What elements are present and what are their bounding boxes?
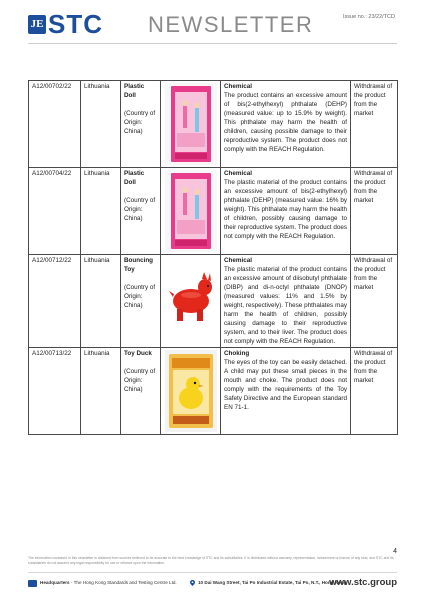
risk-type: Chemical <box>224 170 252 177</box>
reference-number: A12/00702/22 <box>32 83 72 90</box>
notifying-country: Lithuania <box>84 257 110 264</box>
product-name: Plastic Doll <box>124 83 145 99</box>
product-origin: (Country of Origin: China) <box>124 110 156 135</box>
product-origin: (Country of Origin: China) <box>124 368 156 393</box>
newsletter-title: NEWSLETTER <box>148 12 314 37</box>
page-header <box>0 0 425 50</box>
risk-description: The eyes of the toy can be easily detached. A child may put these small pieces in the mouth and choke. The product does not comply with the requirements of the Toy Safety Directive and the European standard EN 71-1. <box>224 359 347 411</box>
doll-box-image <box>165 83 217 165</box>
product-origin: (Country of Origin: China) <box>124 284 156 309</box>
product-name: Bouncing Toy <box>124 257 154 273</box>
risk-type: Chemical <box>224 83 252 90</box>
notifying-country: Lithuania <box>84 350 110 357</box>
product-cell <box>121 348 161 435</box>
table-row <box>29 348 398 435</box>
recall-table <box>28 80 398 435</box>
logo-glyph: JE <box>30 18 44 30</box>
reference-cell <box>29 168 81 255</box>
headquarters-address: 10 Dai Wang Street, Tai Po Industrial Estate, Tai Po, N.T., Hong Kong <box>198 580 347 585</box>
product-cell <box>121 168 161 255</box>
bouncing-horse-image <box>165 257 217 339</box>
product-name: Toy Duck <box>124 350 152 357</box>
measure-cell <box>351 168 398 255</box>
headquarters-line <box>40 580 177 585</box>
product-origin: (Country of Origin: China) <box>124 197 156 222</box>
hq-label: Headquarters <box>40 580 70 585</box>
risk-type: Choking <box>224 350 250 357</box>
reference-number: A12/00713/22 <box>32 350 72 357</box>
image-cell <box>161 81 221 168</box>
measure-cell <box>351 348 398 435</box>
footer-divider <box>28 572 397 573</box>
measure-cell <box>351 255 398 348</box>
description-cell <box>221 255 351 348</box>
reference-cell <box>29 81 81 168</box>
country-cell <box>81 255 121 348</box>
country-cell <box>81 168 121 255</box>
product-name: Plastic Doll <box>124 170 145 186</box>
issue-number: Issue no.: 23/22/TCD <box>343 14 395 20</box>
measures-taken: Withdrawal of the product from the market <box>354 170 393 204</box>
stc-mini-logo-icon <box>28 580 37 587</box>
risk-type: Chemical <box>224 257 252 264</box>
risk-description: The product contains an excessive amount of bis(2-ethylhexyl) phthalate (DEHP) (measured value: up to 15.9% by weight). This phthalate may harm the health of children, causing possible damage to their reproductive system. The product does not comply with the REACH Regulation. <box>224 92 347 153</box>
notifying-country: Lithuania <box>84 170 110 177</box>
description-cell <box>221 81 351 168</box>
country-cell <box>81 348 121 435</box>
reference-number: A12/00712/22 <box>32 257 72 264</box>
risk-description: The plastic material of the product contains an excessive amount of bis(2-ethylhexyl) phthalate (DEHP) (measured value: 16% by weight). This phthalate may harm the health of children, possibly causing damage to their reproductive system. The product does not comply with the REACH Regulation. <box>224 179 347 240</box>
description-cell <box>221 348 351 435</box>
country-cell <box>81 81 121 168</box>
disclaimer: The information contained in this newsletter is obtained from sources believed to be accurate to the best knowledge of STC and its subsidiaries. It is distributed without warranty, representation, inducement or licence of any kind, and STC and its subsidiaries do not assume any legal responsibility for use or reliance upon the information. <box>28 556 394 565</box>
table-row <box>29 168 398 255</box>
measures-taken: Withdrawal of the product from the market <box>354 83 393 117</box>
image-cell <box>161 348 221 435</box>
measure-cell <box>351 81 398 168</box>
reference-cell <box>29 348 81 435</box>
stc-logo-mark <box>28 15 46 34</box>
hq-company: - The Hong Kong Standards and Testing Centre Ltd. <box>69 580 177 585</box>
location-pin-icon <box>190 580 195 586</box>
risk-description: The plastic material of the product contains an excessive amount of diisobutyl phthalate (DIBP) and di-n-octyl phthalate (DNOP) (measured values: 11% and 1.5% by weight, respectively). These phthalates may harm the health of children, possibly causing damage to their reproductive system, and to their liver. The product does not comply with the REACH Regulation. <box>224 266 347 345</box>
doll-box-image <box>165 170 217 252</box>
reference-cell <box>29 255 81 348</box>
header-divider <box>28 43 397 44</box>
page-footer <box>28 577 397 593</box>
product-cell <box>121 81 161 168</box>
description-cell <box>221 168 351 255</box>
website-link[interactable]: www.stc.group <box>329 577 397 588</box>
toy-duck-box-image <box>165 350 217 432</box>
table-row <box>29 81 398 168</box>
page-number: 4 <box>393 548 397 555</box>
stc-logo-text: STC <box>48 9 103 39</box>
measures-taken: Withdrawal of the product from the market <box>354 350 393 384</box>
table-row <box>29 255 398 348</box>
measures-taken: Withdrawal of the product from the market <box>354 257 393 291</box>
notifying-country: Lithuania <box>84 83 110 90</box>
image-cell <box>161 168 221 255</box>
product-cell <box>121 255 161 348</box>
reference-number: A12/00704/22 <box>32 170 72 177</box>
image-cell <box>161 255 221 348</box>
